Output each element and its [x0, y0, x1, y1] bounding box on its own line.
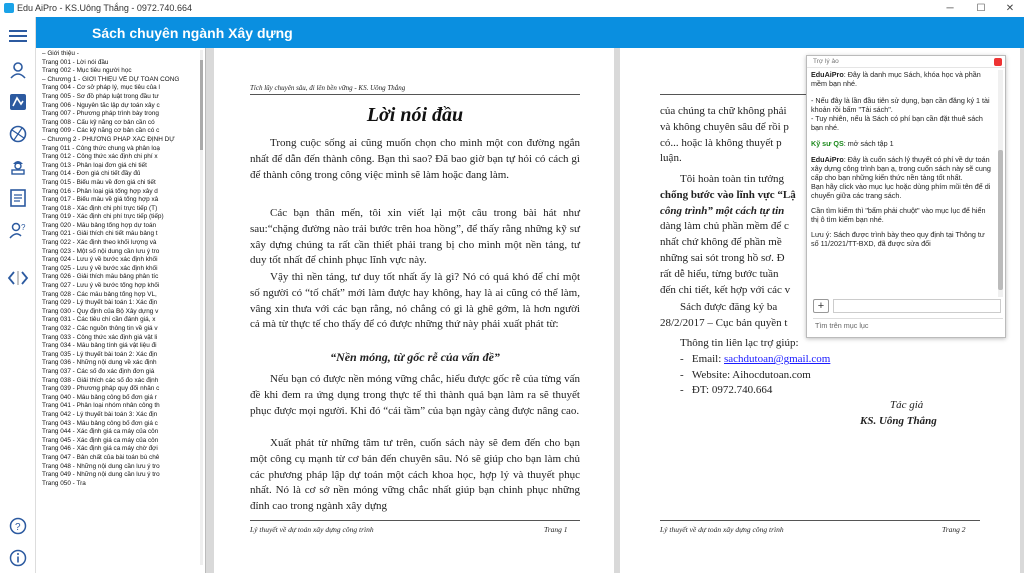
- user-icon[interactable]: [7, 59, 29, 81]
- paragraph: Sách được đăng ký ba 28/2/2017 – Cục bản quyền t: [660, 301, 788, 329]
- email-link[interactable]: sachdutoan@gmail.com: [724, 353, 831, 365]
- toc-item[interactable]: Trang 012 - Công thức xác định chi phí x: [42, 153, 158, 161]
- toc-item[interactable]: Trang 044 - Xác định giá ca máy của côn: [42, 428, 159, 436]
- book-page-1: [214, 48, 614, 573]
- contact-phone: - ĐT: 0972.740.664: [680, 384, 773, 396]
- page-number: Trang 1: [544, 525, 568, 534]
- window-titlebar: [0, 0, 1024, 16]
- toc-item[interactable]: Trang 038 - Giải thích các số đo xác định: [42, 376, 159, 384]
- book-icon[interactable]: [7, 91, 29, 113]
- page-footer-title: Lý thuyết về dự toán xây dựng công trình: [250, 525, 374, 534]
- toc-item[interactable]: Trang 014 - Đơn giá chi tiết đầy đủ: [42, 170, 141, 178]
- toc-item[interactable]: – Chương 2 - PHƯƠNG PHÁP XÁC ĐỊNH DỰ: [42, 135, 175, 143]
- assistant-messages: [811, 70, 993, 297]
- toc-item[interactable]: Trang 039 - Phương pháp quy đổi nhân c: [42, 385, 160, 393]
- prev-next-arrows-icon[interactable]: [7, 267, 29, 289]
- toc-item[interactable]: Trang 018 - Xác định chi phí trực tiếp (T): [42, 204, 158, 212]
- page-title: Sách chuyên ngành Xây dựng: [92, 24, 293, 41]
- menu-icon[interactable]: [7, 25, 29, 47]
- contact-website: - Website: Aihocdutoan.com: [680, 369, 811, 381]
- paragraph: Tôi hoàn toàn tin tưởng chống bước vào lĩnh vực “Lậ công trình” một cách tự tin dàng làm chủ phần mềm để c nhất chứ không để phần mề những sai sót trong hồ sơ. Đ rất dễ hiểu, từng bước tuần đến chi tiết, kết hợp với các v: [660, 173, 796, 296]
- toc-item[interactable]: Trang 019 - Xác định chi phí trực tiếp (tiếp): [42, 213, 164, 221]
- ball-icon[interactable]: [7, 123, 29, 145]
- close-icon[interactable]: ✕: [1005, 2, 1015, 14]
- toc-item[interactable]: Trang 021 - Giải thích chi tiết mẫu bảng t: [42, 230, 158, 238]
- assistant-scrollbar[interactable]: [998, 70, 1003, 297]
- toc-item[interactable]: Trang 032 - Các nguồn thông tin về giá v: [42, 325, 158, 332]
- toc-item[interactable]: Trang 048 - Những nội dung cần lưu ý tro: [42, 462, 160, 470]
- toc-scrollbar[interactable]: [200, 50, 203, 565]
- svg-text:?: ?: [21, 223, 26, 232]
- contact-title: Thông tin liên lạc trợ giúp:: [680, 337, 799, 349]
- toc-item[interactable]: Trang 015 - Biểu mẫu về đơn giá chi tiết: [42, 178, 156, 186]
- toc-item[interactable]: Trang 005 - Sơ đồ pháp luật trong đầu tư: [42, 92, 159, 100]
- paragraph: Vậy thì nền tảng, tư duy tốt nhất ấy là gì? Nó có quá khó để chỉ một số người có “tố chất” mới làm được hay không, hay là ai cũng có thể làm, vâng xin thưa với các bạn rằng, nó chẳng có gì là ghê gớm, là hơn người cả mà từ thực tế cho thấy để có được những thứ này phải xuất phát từ:: [250, 271, 580, 331]
- toc-item[interactable]: Trang 047 - Bản chất của bài toán bù chê: [42, 453, 160, 461]
- toc-item[interactable]: Trang 042 - Lý thuyết bài toán 3: Xác địn: [42, 410, 158, 418]
- assistant-message: EduAiPro: Đây là cuốn sách lý thuyết có phí về dự toán xây dựng công trình bạn ạ, trong cuốn sách này sẽ cung cấp cho bạn những kiến thức nền tảng tốt nhất.: [811, 155, 991, 182]
- toc-search-input[interactable]: Tìm trên mục lục: [813, 318, 1003, 332]
- svg-text:?: ?: [15, 522, 21, 533]
- toc-item[interactable]: Trang 049 - Những nội dung cần lưu ý tro: [42, 471, 160, 479]
- user-help-icon[interactable]: [7, 219, 29, 241]
- add-button[interactable]: +: [813, 299, 829, 313]
- quote: “Nền móng, từ gốc rễ của vấn đề”: [330, 350, 500, 364]
- toc-item[interactable]: Trang 036 - Những nội dung về xác định: [42, 359, 157, 367]
- toc-item[interactable]: Trang 030 - Quy định của Bộ Xây dựng v: [42, 307, 159, 315]
- assistant-message: Lưu ý: Sách được trình bày theo quy định tại Thông tư số 11/2021/TT-BXD, đã được sửa đổi: [811, 230, 985, 248]
- toc-item[interactable]: Trang 013 - Phân loại đơn giá chi tiết: [42, 161, 147, 169]
- toc-item[interactable]: Trang 041 - Phân loại nhóm nhân công th: [42, 402, 160, 410]
- toc-item[interactable]: Trang 026 - Giải thích mẫu bảng phân tíc: [42, 273, 159, 281]
- toc-item[interactable]: Trang 024 - Lưu ý về bước xác định khối: [42, 256, 158, 264]
- toc-item[interactable]: Trang 008 - Cấu kỹ năng cơ bản cần có: [42, 118, 155, 126]
- page-footer-title: Lý thuyết về dự toán xây dựng công trình: [660, 525, 784, 534]
- paragraph: của chúng ta chữ không phải và không chuyên sâu để rồi p có... hoặc là không thuyết p luận.: [660, 105, 789, 165]
- toc-item[interactable]: Trang 001 - Lời nói đầu: [42, 58, 109, 66]
- toc-item[interactable]: Trang 046 - Xác định giá ca máy chờ đợi: [42, 445, 158, 453]
- toc-item[interactable]: Trang 027 - Lưu ý về bước tổng hợp khối: [42, 282, 160, 290]
- toc-item[interactable]: Trang 006 - Nguyên tắc lập dự toán xây c: [42, 101, 160, 109]
- assistant-panel: [806, 55, 1006, 338]
- toc-item[interactable]: Trang 035 - Lý thuyết bài toán 2: Xác địn: [42, 350, 158, 358]
- author-name: KS. Uông Thắng: [860, 415, 937, 427]
- toc-item[interactable]: Trang 033 - Công thức xác định giá vật li: [42, 333, 158, 341]
- toc-item[interactable]: Trang 002 - Mục tiêu người học: [42, 67, 132, 75]
- page-number: Trang 2: [942, 525, 966, 534]
- info-icon[interactable]: [7, 547, 29, 569]
- toc-item[interactable]: Trang 009 - Các kỹ năng cơ bản cần có c: [42, 127, 160, 135]
- toc-item[interactable]: – Chương 1 - GIỚI THIỆU VỀ DỰ TOÁN CÔNG: [42, 75, 180, 83]
- chat-input[interactable]: [833, 299, 1001, 313]
- toc-item[interactable]: Trang 034 - Mẫu bảng tính giá vật liệu đi: [42, 342, 157, 350]
- assistant-message: Bạn hãy click vào mục lục hoặc dùng phím mũi tên để di chuyển giữa các trang sách.: [811, 182, 991, 200]
- footer-rule: [250, 520, 580, 521]
- header-rule: [250, 94, 580, 95]
- chapter-title: Lời nói đầu: [366, 104, 464, 126]
- toc-item[interactable]: Trang 029 - Lý thuyết bài toán 1: Xác địn: [42, 299, 158, 307]
- toc-item[interactable]: Trang 022 - Xác định theo khối lượng và: [42, 239, 157, 247]
- paragraph: Nếu bạn có được nền móng vững chắc, hiểu được gốc rễ của từng vấn đề khi đem ra ứng dụng trong thực tế thì thành quả bạn làm ra sẽ thuyết phục được mọi người. Khi đó “cái tầm” của bạn ngày càng được nâng cao.: [250, 373, 580, 417]
- footer-rule: [660, 520, 980, 521]
- toc-item[interactable]: Trang 045 - Xác định giá ca máy của côn: [42, 436, 159, 444]
- app-logo-icon: [4, 3, 14, 13]
- contact-email: - Email: sachdutoan@gmail.com: [680, 353, 831, 365]
- author-label: Tác giả: [890, 399, 924, 411]
- maximize-icon[interactable]: ☐: [976, 2, 986, 14]
- toc-item[interactable]: Trang 020 - Mẫu bảng tổng hợp dự toán: [42, 221, 157, 229]
- toc-item[interactable]: Trang 004 - Cơ sở pháp lý, mục tiêu của l: [42, 84, 160, 92]
- toc-item[interactable]: Trang 025 - Lưu ý về bước xác định khối: [42, 264, 158, 272]
- paragraph: Trong cuộc sống ai cũng muốn chọn cho mình một con đường ngắn nhất để dẫn đến thành công. Bạn thì sao? Đã bao giờ bạn tự hỏi có cách gì để thành công trong công việc mình sẽ làm hoặc đang làm.: [250, 137, 580, 181]
- assistant-message: - Nếu đây là lần đầu tiên sử dụng, bạn cần đăng ký 1 tài khoản rồi bấm "Tải sách".: [811, 96, 990, 114]
- toc-item[interactable]: Trang 028 - Các mẫu bảng tổng hợp VL,: [42, 290, 157, 298]
- user-message: Kỹ sư QS: mở sách tập 1: [811, 139, 894, 148]
- toc-item[interactable]: Trang 023 - Một số nội dung cần lưu ý tro: [42, 247, 160, 255]
- paragraph: Xuất phát từ những tâm tư trên, cuốn sách này sẽ đem đến cho bạn một công cụ mạnh từ cơ bản đến chuyên sâu. Nó sẽ giúp cho bạn làm chủ các phương pháp lập dự toán một cách khoa học, hợp lý và thuyết phục nhất. Nó là cơ sở nền móng vững chắc nhất giúp bạn chinh phục những đỉnh cao trong ngành xây dựng: [250, 437, 580, 513]
- window-title: Edu AiPro - KS.Uông Thắng - 0972.740.664: [17, 3, 192, 13]
- toc-item[interactable]: Trang 037 - Các số đo xác định đơn giá: [42, 367, 155, 375]
- paragraph: Các bạn thân mến, tôi xin viết lại một câu trong bài hát như sau:“chặng đường nào trải bước trên hoa hồng”, để thấy rằng những kỹ sư xây dựng chúng ta rất cần thiết phải trang bị cho mình một nền tảng, tư duy tốt nhất để chinh phục lĩnh vực này.: [250, 207, 580, 267]
- table-of-contents[interactable]: [36, 48, 206, 573]
- toc-item[interactable]: Trang 007 - Phương pháp trình bày trong: [42, 110, 159, 118]
- page-header: [36, 17, 1024, 48]
- toc-item[interactable]: Trang 040 - Mẫu bảng công bố đơn giá r: [42, 393, 157, 401]
- close-icon[interactable]: [994, 58, 1002, 66]
- toc-item[interactable]: – Giới thiệu -: [42, 50, 79, 57]
- toc-item[interactable]: Trang 011 - Công thức chung và phân loạ: [42, 144, 160, 152]
- left-rail: [0, 17, 36, 573]
- toc-item[interactable]: Trang 017 - Biểu mẫu về giá tổng hợp xâ: [42, 196, 159, 204]
- toc-item[interactable]: Trang 031 - Các tiêu chí cần đánh giá, x: [42, 316, 156, 324]
- page-running-header: Tích lũy chuyên sâu, đi lên bền vững - KS. Uông Thắng: [250, 84, 406, 92]
- minimize-icon[interactable]: ─: [946, 2, 954, 14]
- help-icon[interactable]: [7, 515, 29, 537]
- toc-item[interactable]: Trang 016 - Phân loại giá tổng hợp xây d: [42, 187, 158, 195]
- assistant-message: Cần tìm kiếm thì "bấm phải chuột" vào mục lục để hiển thị ô tìm kiếm bạn nhé.: [811, 206, 986, 224]
- assistant-message: EduAiPro: Đây là danh mục Sách, khóa học và phần mềm bạn nhé.: [811, 70, 981, 88]
- toc-item[interactable]: Trang 050 - Tra: [42, 479, 86, 487]
- document-icon[interactable]: [7, 187, 29, 209]
- assistant-message: - Tuy nhiên, nếu là Sách có phí bạn cần đặt thuê sách bạn nhé.: [811, 114, 983, 132]
- toc-item[interactable]: Trang 043 - Mẫu bảng công bố đơn giá c: [42, 419, 158, 427]
- engineer-icon[interactable]: [7, 155, 29, 177]
- assistant-header: Trợ lý ảo: [807, 56, 1005, 68]
